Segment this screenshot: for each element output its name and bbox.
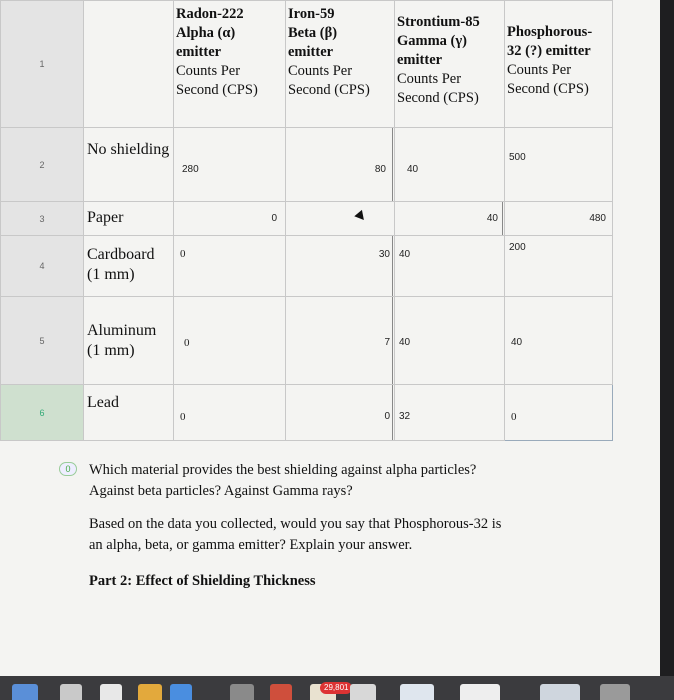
question-line: Against beta particles? Against Gamma rays? (89, 483, 353, 499)
material-label[interactable]: No shielding (84, 128, 174, 202)
part-heading: Part 2: Effect of Shielding Thickness (89, 573, 316, 589)
strontium-header[interactable]: Strontium-85 Gamma (γ) emitter Counts Per Second (CPS) (395, 1, 505, 128)
table-row (1, 236, 613, 297)
iron-cell[interactable]: 0 (286, 385, 395, 441)
material-label[interactable]: Paper (84, 202, 174, 236)
strontium-cell[interactable]: 40 (395, 128, 505, 202)
row-number[interactable]: 3 (1, 202, 84, 236)
question-line: Which material provides the best shielding against alpha particles? (89, 462, 477, 478)
cell-divider (502, 202, 503, 235)
mouse-cursor-icon (354, 210, 367, 223)
radon-cell[interactable]: 280 (174, 128, 286, 202)
radon-cell[interactable]: 0 (174, 236, 286, 297)
iron-cell[interactable]: 80 (286, 128, 395, 202)
comment-badge[interactable]: 0 (59, 462, 77, 476)
iron-cell[interactable]: 7 (286, 297, 395, 385)
finder-icon[interactable] (12, 684, 38, 700)
material-label[interactable]: Lead (84, 385, 174, 441)
chrome-icon[interactable] (138, 684, 162, 700)
radon-cell[interactable]: 0 (174, 202, 286, 236)
table-row (1, 297, 613, 385)
safari-icon[interactable] (170, 684, 192, 700)
cell-divider (392, 236, 393, 296)
app-icon[interactable] (230, 684, 254, 700)
row-number[interactable]: 1 (1, 1, 84, 128)
app-icon[interactable] (350, 684, 376, 700)
notification-badge: 29,801 (320, 682, 352, 694)
radon-cell[interactable]: 0 (174, 385, 286, 441)
table-row (1, 128, 613, 202)
app-icon[interactable] (540, 684, 580, 700)
strontium-cell[interactable]: 32 (395, 385, 505, 441)
launchpad-icon[interactable] (60, 684, 82, 700)
phosphorus-header[interactable]: Phosphorous- 32 (?) emitter Counts Per Second (CPS) (505, 1, 613, 128)
table-row (1, 1, 613, 128)
table-row (1, 202, 613, 236)
screen-bezel (660, 0, 674, 676)
material-label[interactable]: Aluminum (1 mm) (84, 297, 174, 385)
radon-cell[interactable]: 0 (174, 297, 286, 385)
cell-divider (392, 128, 393, 201)
table-row (1, 385, 613, 441)
row-number[interactable]: 4 (1, 236, 84, 297)
strontium-cell[interactable]: 40 (395, 297, 505, 385)
cell-divider (392, 385, 393, 440)
iron-cell[interactable]: 30 (286, 236, 395, 297)
app-icon[interactable] (400, 684, 434, 700)
cell-divider (392, 297, 393, 384)
phosphorus-cell[interactable]: 200 (505, 236, 613, 297)
iron-cell[interactable] (286, 202, 395, 236)
trash-icon[interactable] (600, 684, 630, 700)
app-icon[interactable] (270, 684, 292, 700)
app-icon[interactable] (100, 684, 122, 700)
radon-header[interactable]: Radon-222 Alpha (α) emitter Counts Per Second (CPS) (174, 1, 286, 128)
row-number[interactable]: 2 (1, 128, 84, 202)
iron-header[interactable]: Iron-59 Beta (β) emitter Counts Per Second (CPS) (286, 1, 395, 128)
app-icon[interactable] (460, 684, 500, 700)
strontium-cell[interactable]: 40 (395, 202, 505, 236)
phosphorus-cell[interactable]: 480 (505, 202, 613, 236)
strontium-cell[interactable]: 40 (395, 236, 505, 297)
question-line: Based on the data you collected, would you say that Phosphorous-32 is (89, 516, 502, 532)
material-label[interactable]: Cardboard (1 mm) (84, 236, 174, 297)
phosphorus-cell[interactable]: 500 (505, 128, 613, 202)
empty-header-cell (84, 1, 174, 128)
question-line: an alpha, beta, or gamma emitter? Explain your answer. (89, 537, 413, 553)
phosphorus-cell[interactable]: 40 (505, 297, 613, 385)
row-number[interactable]: 6 (1, 385, 84, 441)
row-number[interactable]: 5 (1, 297, 84, 385)
phosphorus-cell[interactable]: 0 (505, 385, 613, 441)
